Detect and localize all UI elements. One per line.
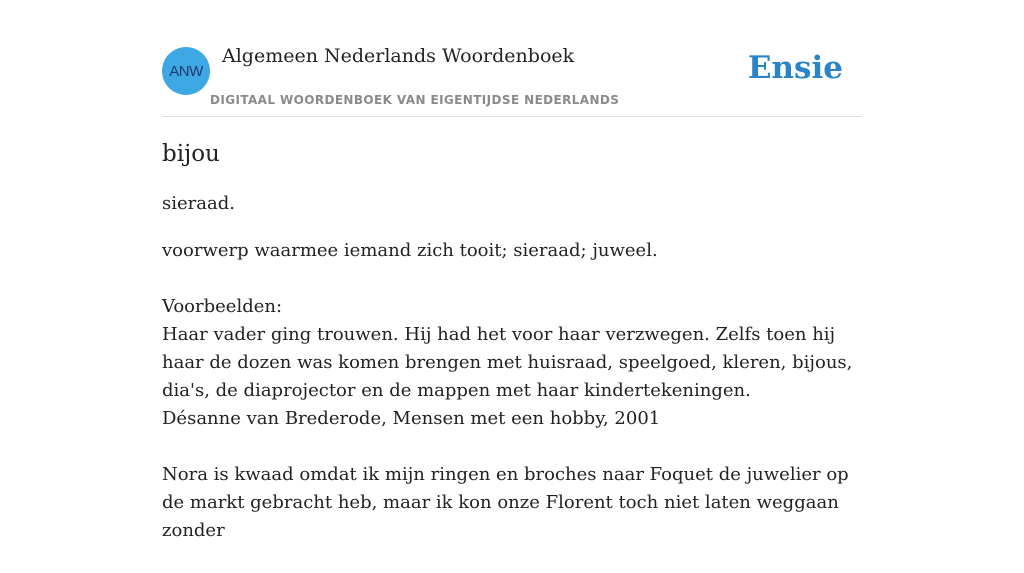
entry-short-definition: sieraad.: [162, 193, 235, 214]
ensie-brand-logo[interactable]: Ensie: [747, 50, 843, 86]
example-source: Désanne van Brederode, Mensen met een hobby, 2001: [162, 408, 661, 429]
entry-content: [162, 138, 862, 573]
example-text: Haar vader ging trouwen. Hij had het voor haar verzwegen. Zelfs toen hij haar de dozen was komen brengen met huisraad, speelgoed, kleren, bijous, dia's, de diaprojector en de mappen met haar kindertekeningen.: [162, 324, 853, 401]
anw-logo-text: ANW: [169, 62, 203, 80]
entry-headword: bijou: [162, 141, 220, 167]
dictionary-subtitle: DIGITAAL WOORDENBOEK VAN EIGENTIJDSE NEDERLANDS: [210, 93, 620, 107]
entry-definition: voorwerp waarmee iemand zich tooit; sieraad; juweel.: [162, 240, 658, 261]
example-text: Nora is kwaad omdat ik mijn ringen en broches naar Foquet de juwelier op de markt gebracht heb, maar ik kon onze Florent toch niet laten weggaan zonder: [162, 464, 849, 541]
examples-heading: Voorbeelden:: [162, 296, 283, 317]
example-item: [162, 321, 862, 433]
example-item: [162, 461, 862, 545]
anw-logo[interactable]: [162, 47, 210, 95]
site-header: [162, 0, 862, 117]
dictionary-title[interactable]: Algemeen Nederlands Woordenboek: [222, 45, 575, 67]
